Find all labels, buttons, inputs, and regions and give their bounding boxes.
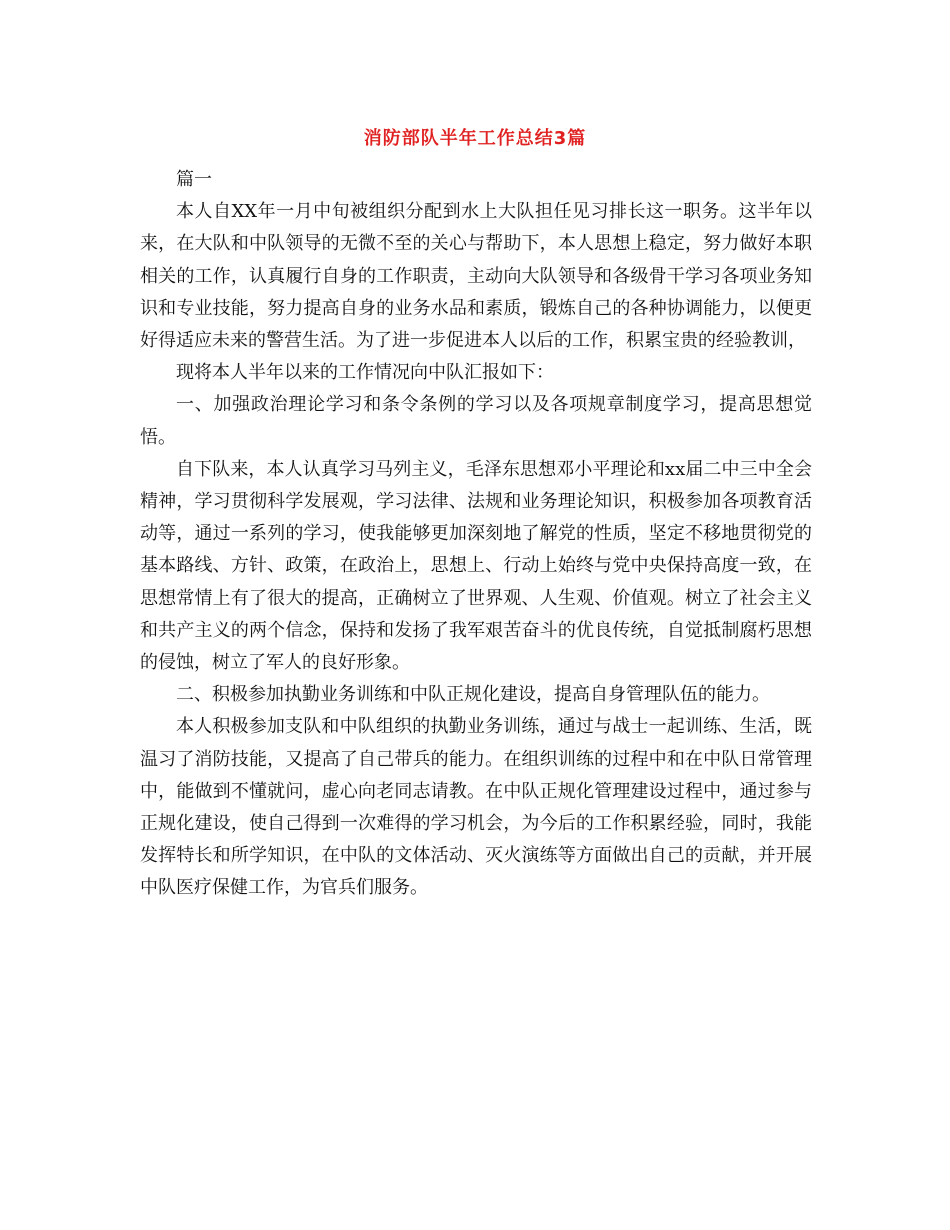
section-heading-political-study: 一、加强政治理论学习和条令条例的学习以及各项规章制度学习，提高思想觉悟。 bbox=[140, 394, 812, 448]
document-title: 消防部队半年工作总结3篇 bbox=[363, 128, 587, 149]
section-heading-duty-training: 二、积极参加执勤业务训练和中队正规化建设，提高自身管理队伍的能力。 bbox=[176, 684, 770, 706]
section-heading-part-one: 篇一 bbox=[176, 169, 212, 190]
paragraph-duty-training: 本人积极参加支队和中队组织的执勤业务训练，通过与战士一起训练、生活，既温习了消防技能，又提高了自己带兵的能力。在组织训练的过程中和在中队日常管理中，能做到不懂就问，虚心向老同志请教。在中队正规化管理建设过程中，通过参与正规化建设，使自己得到一次难得的学习机会，为今后的工作积累经验，同时，我能发挥特长和所学知识，在中队的文体活动、灭火演练等方面做出自己的贡献，并开展中队医疗保健工作，为官兵们服务。 bbox=[140, 716, 812, 899]
paragraph-report-lead: 现将本人半年以来的工作情况向中队汇报如下： bbox=[176, 362, 554, 384]
paragraph-introduction: 本人自XX年一月中旬被组织分配到水上大队担任见习排长这一职务。这半年以来，在大队和中队领导的无微不至的关心与帮助下，本人思想上稳定，努力做好本职相关的工作，认真履行自身的工作职责，主动向大队领导和各级骨干学习各项业务知识和专业技能，努力提高自身的业务水品和素质，锻炼自己的各种协调能力，以便更好得适应未来的警营生活。为了进一步促进本人以后的工作，积累宝贵的经验教训， bbox=[140, 201, 812, 352]
document-body bbox=[140, 164, 812, 905]
paragraph-political-study: 自下队来，本人认真学习马列主义，毛泽东思想邓小平理论和xx届二中三中全会精神，学习贯彻科学发展观，学习法律、法规和业务理论知识，积极参加各项教育活动等，通过一系列的学习，使我能够更加深刻地了解党的性质，坚定不移地贯彻党的基本路线、方针、政策，在政治上，思想上、行动上始终与党中央保持高度一致，在思想常情上有了很大的提高，正确树立了世界观、人生观、价值观。树立了社会主义和共产主义的两个信念，保持和发扬了我军艰苦奋斗的优良传统，自觉抵制腐朽思想的侵蚀，树立了军人的良好形象。 bbox=[140, 458, 812, 674]
